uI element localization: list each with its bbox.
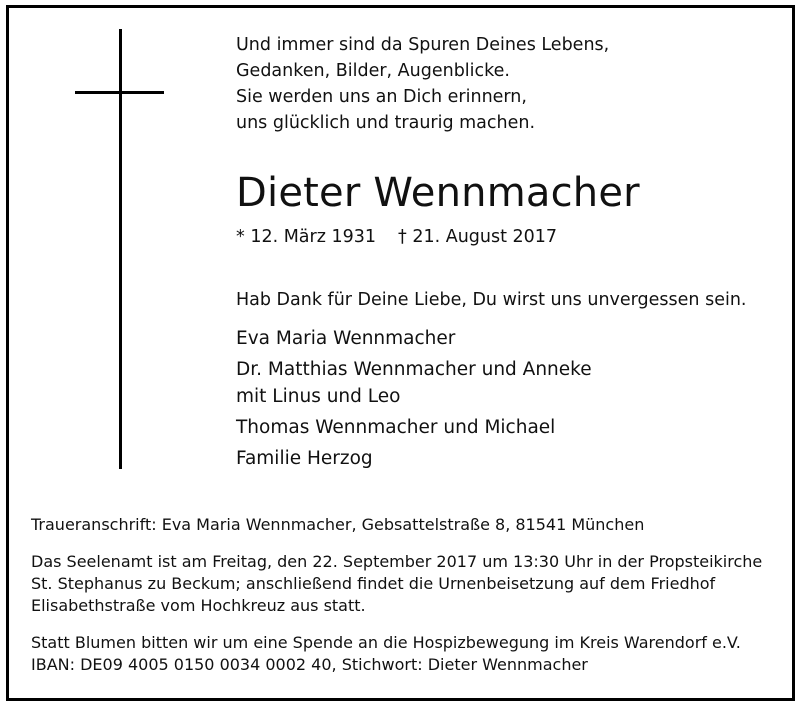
donation-notice [31, 632, 741, 676]
poem-line: Und immer sind da Spuren Deines Lebens, [236, 35, 610, 55]
service-notice [31, 551, 762, 617]
address-line: Traueranschrift: Eva Maria Wennmacher, Gebsattelstraße 8, 81541 München [31, 515, 645, 534]
life-dates [236, 225, 557, 249]
mourner-name: Eva Maria Wennmacher [236, 328, 456, 349]
thanks-line: Hab Dank für Deine Liebe, Du wirst uns unvergessen sein. [236, 290, 747, 310]
service-line: Elisabethstraße vom Hochkreuz aus statt. [31, 596, 366, 615]
mourner-name: Familie Herzog [236, 448, 373, 469]
service-line: Das Seelenamt ist am Freitag, den 22. September 2017 um 13:30 Uhr in der Propsteikirche [31, 552, 763, 571]
birth-date: * 12. März 1931 [236, 227, 377, 247]
mourner-name: Thomas Wennmacher und Michael [236, 417, 556, 438]
mourner-name: Dr. Matthias Wennmacher und Anneke [236, 359, 592, 380]
death-date: † 21. August 2017 [398, 227, 558, 247]
poem-line: uns glücklich und traurig machen. [236, 113, 536, 133]
mourning-address [31, 514, 644, 536]
donation-line: Statt Blumen bitten wir um eine Spende an die Hospizbewegung im Kreis Warendorf e.V. [31, 633, 741, 652]
donation-line: IBAN: DE09 4005 0150 0034 0002 40, Stichwort: Dieter Wennmacher [31, 655, 588, 674]
mourner-name: mit Linus und Leo [236, 386, 401, 407]
mourners-list [236, 325, 592, 472]
poem-line: Gedanken, Bilder, Augenblicke. [236, 61, 510, 81]
poem-line: Sie werden uns an Dich erinnern, [236, 87, 527, 107]
memorial-poem [236, 32, 609, 136]
cross-horizontal-bar [75, 91, 164, 94]
service-line: St. Stephanus zu Beckum; anschließend findet die Urnenbeisetzung auf dem Friedhof [31, 574, 716, 593]
deceased-name: Dieter Wennmacher [236, 170, 640, 216]
cross-vertical-bar [119, 29, 122, 469]
